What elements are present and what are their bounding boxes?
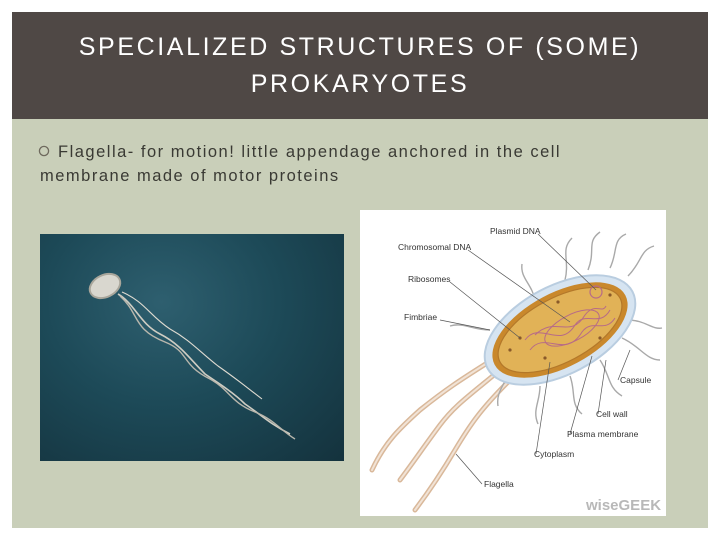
ribosome-dot: [508, 348, 511, 351]
flagellum-strand-3: [122, 292, 262, 399]
flagellum-strand-1: [118, 294, 290, 434]
label-flagella: Flagella: [484, 479, 514, 489]
title-bar: [12, 12, 708, 119]
bullet-text-line-2: membrane made of motor proteins: [40, 167, 340, 185]
label-ribosomes: Ribosomes: [408, 274, 451, 284]
label-plasma-membrane: Plasma membrane: [567, 429, 639, 439]
fimbria-4: [628, 246, 654, 276]
bullet-text-line-1: Flagella- for motion! little appendage anchored in the cell: [58, 143, 562, 161]
leader-cell-wall: [598, 360, 606, 414]
label-capsule: Capsule: [620, 375, 652, 385]
ribosome-dot: [608, 293, 611, 296]
fimbria-1: [565, 238, 572, 280]
circle-bullet-icon: [38, 145, 50, 157]
ribosome-dot: [598, 336, 601, 339]
fimbria-8: [570, 376, 582, 414]
diagram-drawing: [360, 210, 666, 516]
slide-title: [79, 29, 641, 103]
fimbria-5: [628, 320, 662, 328]
fimbria-2: [588, 232, 600, 270]
ribosome-dot: [543, 356, 546, 359]
watermark-logo: wiseGEEK: [586, 497, 662, 514]
label-plasmid-dna: Plasmid DNA: [490, 226, 541, 236]
flagellum-tail-3: [372, 360, 492, 470]
label-cytoplasm: Cytoplasm: [534, 449, 575, 459]
ribosome-dot: [556, 300, 559, 303]
prokaryote-diagram: [360, 210, 666, 516]
label-chromosomal-dna: Chromosomal DNA: [398, 242, 472, 252]
leader-flagella: [456, 454, 482, 484]
title-line-2: PROKARYOTES: [250, 69, 470, 98]
label-cell-wall: Cell wall: [596, 409, 628, 419]
micrograph-drawing: [40, 234, 344, 461]
bullet-point: [40, 140, 680, 188]
leader-fimbriae: [440, 320, 490, 330]
flagellum-strand-2: [120, 296, 295, 439]
label-fimbriae: Fimbriae: [404, 312, 438, 322]
title-line-1: SPECIALIZED STRUCTURES OF (SOME): [78, 32, 642, 61]
flagellum-tail-3-highlight: [372, 360, 492, 470]
fimbria-6: [622, 338, 660, 360]
flagellum-micrograph: [40, 234, 344, 461]
fimbria-9: [536, 386, 540, 424]
fimbria-3: [610, 234, 626, 268]
bacterium-body: [86, 269, 124, 302]
